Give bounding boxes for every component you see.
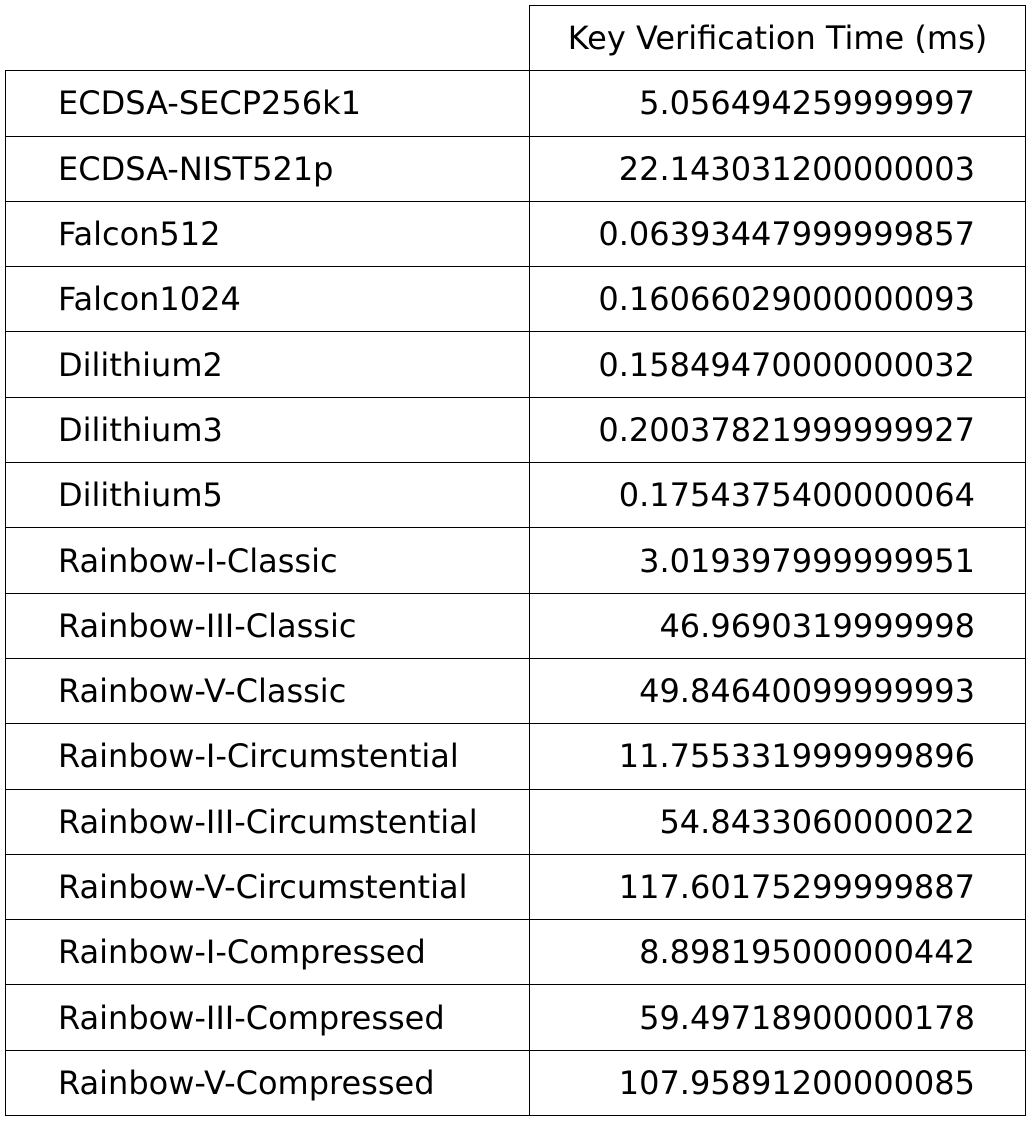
verification-time-cell: 22.143031200000003 xyxy=(530,136,1026,201)
table-row xyxy=(6,854,1026,919)
verification-time-cell: 11.755331999999896 xyxy=(530,724,1026,789)
verification-time-cell: 0.16066029000000093 xyxy=(530,267,1026,332)
table-row xyxy=(6,463,1026,528)
table-row xyxy=(6,789,1026,854)
corner-cell xyxy=(6,6,530,71)
verification-time-table-container xyxy=(5,5,1026,1116)
verification-time-table xyxy=(5,5,1026,1116)
algorithm-name-cell: Rainbow-V-Classic xyxy=(6,658,530,723)
algorithm-name-cell: Rainbow-III-Circumstential xyxy=(6,789,530,854)
verification-time-cell: 3.019397999999951 xyxy=(530,528,1026,593)
table-body xyxy=(6,71,1026,1116)
algorithm-name-cell: ECDSA-NIST521p xyxy=(6,136,530,201)
table-row xyxy=(6,1050,1026,1115)
algorithm-name-cell: Rainbow-III-Classic xyxy=(6,593,530,658)
algorithm-name-cell: Dilithium3 xyxy=(6,397,530,462)
header-row xyxy=(6,6,1026,71)
verification-time-cell: 0.20037821999999927 xyxy=(530,397,1026,462)
algorithm-name-cell: Rainbow-I-Classic xyxy=(6,528,530,593)
algorithm-name-cell: Rainbow-V-Circumstential xyxy=(6,854,530,919)
table-row xyxy=(6,528,1026,593)
table-row xyxy=(6,332,1026,397)
algorithm-name-cell: Rainbow-III-Compressed xyxy=(6,985,530,1050)
table-row xyxy=(6,201,1026,266)
verification-time-cell: 49.84640099999993 xyxy=(530,658,1026,723)
verification-time-cell: 0.06393447999999857 xyxy=(530,201,1026,266)
column-header-verification-time: Key Verification Time (ms) xyxy=(530,6,1026,71)
verification-time-cell: 0.15849470000000032 xyxy=(530,332,1026,397)
verification-time-cell: 117.60175299999887 xyxy=(530,854,1026,919)
verification-time-cell: 0.1754375400000064 xyxy=(530,463,1026,528)
algorithm-name-cell: Falcon1024 xyxy=(6,267,530,332)
table-row xyxy=(6,397,1026,462)
table-row xyxy=(6,985,1026,1050)
verification-time-cell: 8.898195000000442 xyxy=(530,920,1026,985)
table-row xyxy=(6,920,1026,985)
table-row xyxy=(6,658,1026,723)
algorithm-name-cell: Rainbow-I-Circumstential xyxy=(6,724,530,789)
table-row xyxy=(6,724,1026,789)
table-row xyxy=(6,71,1026,136)
algorithm-name-cell: Dilithium5 xyxy=(6,463,530,528)
verification-time-cell: 107.95891200000085 xyxy=(530,1050,1026,1115)
algorithm-name-cell: Rainbow-V-Compressed xyxy=(6,1050,530,1115)
table-row xyxy=(6,136,1026,201)
algorithm-name-cell: Rainbow-I-Compressed xyxy=(6,920,530,985)
verification-time-cell: 46.9690319999998 xyxy=(530,593,1026,658)
algorithm-name-cell: ECDSA-SECP256k1 xyxy=(6,71,530,136)
algorithm-name-cell: Falcon512 xyxy=(6,201,530,266)
algorithm-name-cell: Dilithium2 xyxy=(6,332,530,397)
table-row xyxy=(6,267,1026,332)
verification-time-cell: 5.056494259999997 xyxy=(530,71,1026,136)
verification-time-cell: 59.49718900000178 xyxy=(530,985,1026,1050)
verification-time-cell: 54.8433060000022 xyxy=(530,789,1026,854)
table-row xyxy=(6,593,1026,658)
